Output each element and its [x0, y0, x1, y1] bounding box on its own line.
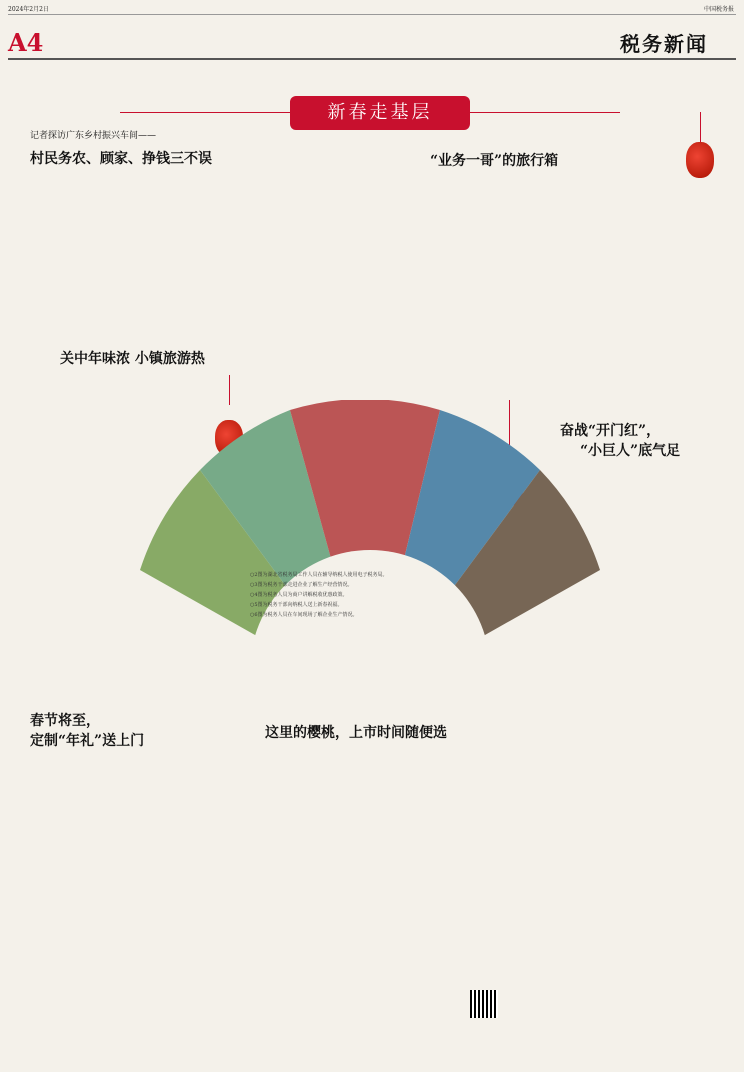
header-divider — [8, 58, 736, 60]
article4-headline-line1: 奋战“开门红”， — [560, 423, 661, 439]
top-divider — [8, 14, 736, 15]
article5-body — [30, 770, 210, 1040]
qr-code-icon — [470, 990, 498, 1018]
article1-body-col2 — [150, 174, 260, 334]
article1-headline: 村民务农、顾家、挣钱三不误 — [30, 151, 212, 167]
photo-captions — [250, 570, 490, 620]
caption-4: ○5图为税务干部向纳税人送上新春祝福。 — [250, 602, 343, 608]
caption-1: ○2图为湖北省税务局工作人员在辅导纳税人使用电子税务局。 — [250, 572, 388, 578]
banner-line-left — [120, 112, 290, 113]
article4-headline-line2: “小巨人”底气足 — [580, 443, 681, 459]
article1-body-col1 — [30, 174, 140, 334]
article3-body-col1 — [430, 190, 580, 370]
article5-headline-line2: 定制“年礼”送上门 — [30, 733, 145, 749]
article4-body — [600, 480, 730, 1040]
lantern-string — [700, 112, 701, 142]
article5-headline-line1: 春节将至， — [30, 713, 100, 729]
article3-headline: “业务一哥”的旅行箱 — [430, 153, 559, 169]
caption-5: ○6图为税务人员在车间现场了解企业生产情况。 — [250, 612, 358, 618]
article2-headline: 关中年味浓 小镇旅游热 — [60, 351, 205, 367]
issue-date: 2024年2月2日 — [8, 6, 49, 13]
caption-2: ○3图为税务干部走进企业了解生产经营情况。 — [250, 582, 353, 588]
section-title: 税务新闻 — [620, 32, 708, 56]
article1-body-col3 — [270, 174, 420, 334]
page-number: A4 — [8, 28, 44, 57]
article3-body-col2 — [590, 190, 720, 370]
newspaper-name: 中国税务报 — [703, 6, 734, 13]
article6-headline: 这里的樱桃，上市时间随便选 — [265, 725, 447, 741]
article1-kicker: 记者探访广东乡村振兴车间—— — [30, 131, 157, 141]
article6-body — [260, 760, 590, 1030]
photo-collage — [140, 400, 600, 700]
feature-banner: 新春走基层 — [290, 96, 470, 130]
article2-body — [30, 380, 150, 680]
banner-line-right — [470, 112, 620, 113]
red-lantern-icon — [686, 142, 714, 178]
caption-3: ○4图为税务人员为商户讲解税收优惠政策。 — [250, 592, 348, 598]
